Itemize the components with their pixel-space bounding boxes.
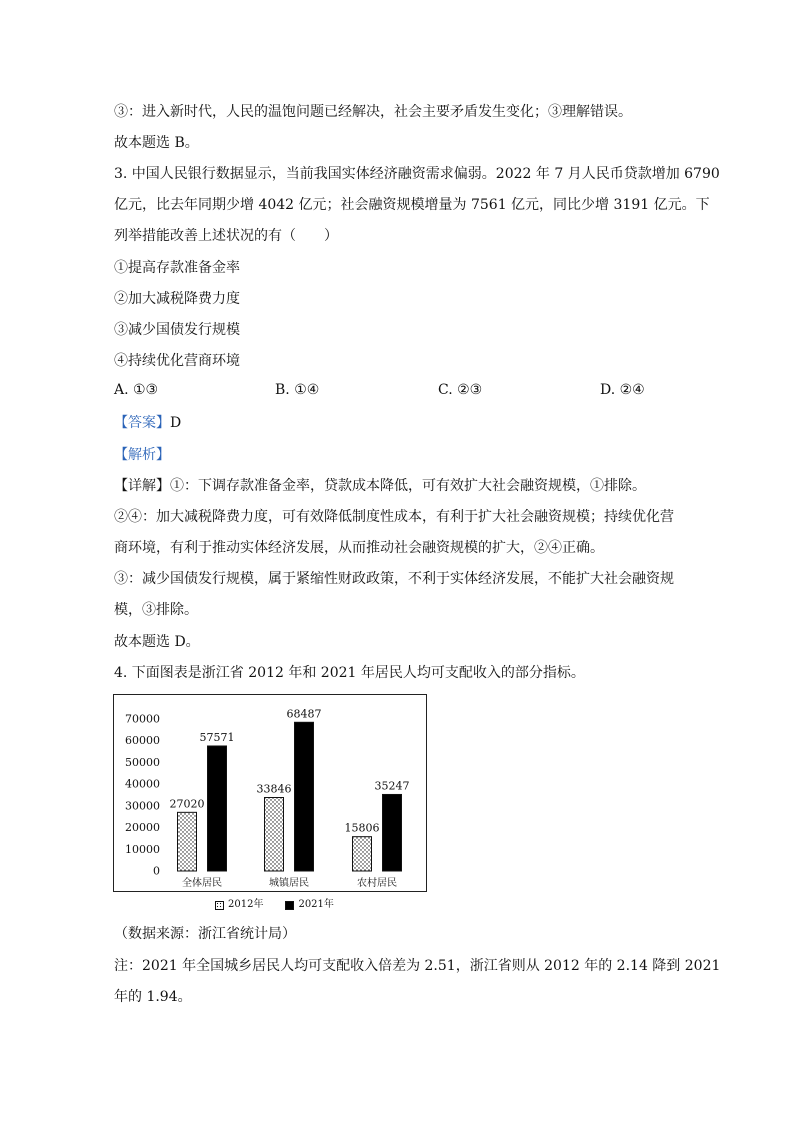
data-label-0-1: 57571 xyxy=(199,730,235,744)
answer-label: 【答案】 xyxy=(114,415,170,431)
y-tick-label-0: 0 xyxy=(153,864,160,878)
x-tick-label-0: 全体居民 xyxy=(182,878,222,889)
data-label-1-0: 33846 xyxy=(256,782,292,796)
answer-line xyxy=(114,413,181,433)
x-tick-label-1: 城镇居民 xyxy=(269,878,309,889)
data-label-2-0: 15806 xyxy=(344,821,380,835)
y-tick-label-1: 10000 xyxy=(125,842,160,856)
legend-label-2012: 2012年 xyxy=(228,899,264,910)
bar-1-1 xyxy=(295,722,314,871)
legend-swatch-2021 xyxy=(285,901,294,910)
y-tick-label-6: 60000 xyxy=(125,734,160,748)
bar-2-0 xyxy=(353,837,372,871)
bar-0-0 xyxy=(178,812,197,871)
line-2: 故本题选 B。 xyxy=(114,135,199,151)
y-tick-label-7: 70000 xyxy=(125,712,160,726)
detail-line-3: 商环境，有利于推动实体经济发展，从而推动社会融资规模的扩大，②④正确。 xyxy=(114,540,604,556)
detail-line-6: 故本题选 D。 xyxy=(114,634,200,650)
detail-line-1 xyxy=(114,476,646,496)
question-4-line: 4. 下面图表是浙江省 2012 年和 2021 年居民人均可支配收入的部分指标。 xyxy=(114,665,585,681)
note-line-2: 年的 1.94。 xyxy=(114,989,192,1005)
answer-choices xyxy=(114,382,714,402)
question-3-line-1: 3. 中国人民银行数据显示，当前我国实体经济融资需求偏弱。2022 年 7 月人民币贷款增加 6790 xyxy=(114,166,720,182)
analysis-label: 【解析】 xyxy=(114,447,170,463)
detail-label: 【详解】 xyxy=(114,478,170,494)
detail-text-1: ①：下调存款准备金率，贷款成本降低，可有效扩大社会融资规模，①排除。 xyxy=(170,478,646,494)
data-label-1-1: 68487 xyxy=(286,707,322,721)
question-3-line-2: 亿元，比去年同期少增 4042 亿元；社会融资规模增量为 7561 亿元，同比少增 3191 亿元。下 xyxy=(114,197,710,213)
choice-d: D. ②④ xyxy=(600,382,645,398)
data-label-2-1: 35247 xyxy=(374,779,410,793)
income-bar-chart xyxy=(114,695,426,891)
detail-line-5: 模，③排除。 xyxy=(114,602,198,618)
statement-3: ③减少国债发行规模 xyxy=(114,322,240,338)
choice-c: C. ②③ xyxy=(438,382,483,398)
data-label-0-0: 27020 xyxy=(169,797,205,811)
y-tick-label-4: 40000 xyxy=(125,777,160,791)
statement-1: ①提高存款准备金率 xyxy=(114,260,240,276)
bar-0-1 xyxy=(208,746,227,871)
chart-legend xyxy=(215,898,334,912)
income-chart xyxy=(113,694,427,892)
question-3-line-3: 列举措能改善上述状况的有（ ） xyxy=(114,228,338,244)
choice-b: B. ①④ xyxy=(275,382,320,398)
y-tick-label-3: 30000 xyxy=(125,799,160,813)
detail-line-4: ③：减少国债发行规模，属于紧缩性财政政策，不利于实体经济发展，不能扩大社会融资规 xyxy=(114,571,674,587)
detail-line-2: ②④：加大减税降费力度，可有效降低制度性成本，有利于扩大社会融资规模；持续优化营 xyxy=(114,509,674,525)
answer-value: D xyxy=(170,415,182,431)
y-tick-label-5: 50000 xyxy=(125,755,160,769)
statement-4: ④持续优化营商环境 xyxy=(114,353,240,369)
y-tick-label-2: 20000 xyxy=(125,821,160,835)
legend-swatch-2012 xyxy=(215,901,224,910)
legend-label-2021: 2021年 xyxy=(298,899,334,910)
note-line-1: 注：2021 年全国城乡居民人均可支配收入倍差为 2.51，浙江省则从 2012 年的 2.14 降到 2021 xyxy=(114,958,721,974)
bar-2-1 xyxy=(383,794,402,871)
choice-a: A. ①③ xyxy=(114,382,159,398)
statement-2: ②加大减税降费力度 xyxy=(114,291,240,307)
bar-1-0 xyxy=(265,798,284,871)
line-1: ③：进入新时代，人民的温饱问题已经解决，社会主要矛盾发生变化；③理解错误。 xyxy=(114,104,632,120)
x-tick-label-2: 农村居民 xyxy=(357,878,397,889)
data-source: （数据来源：浙江省统计局） xyxy=(114,926,296,942)
